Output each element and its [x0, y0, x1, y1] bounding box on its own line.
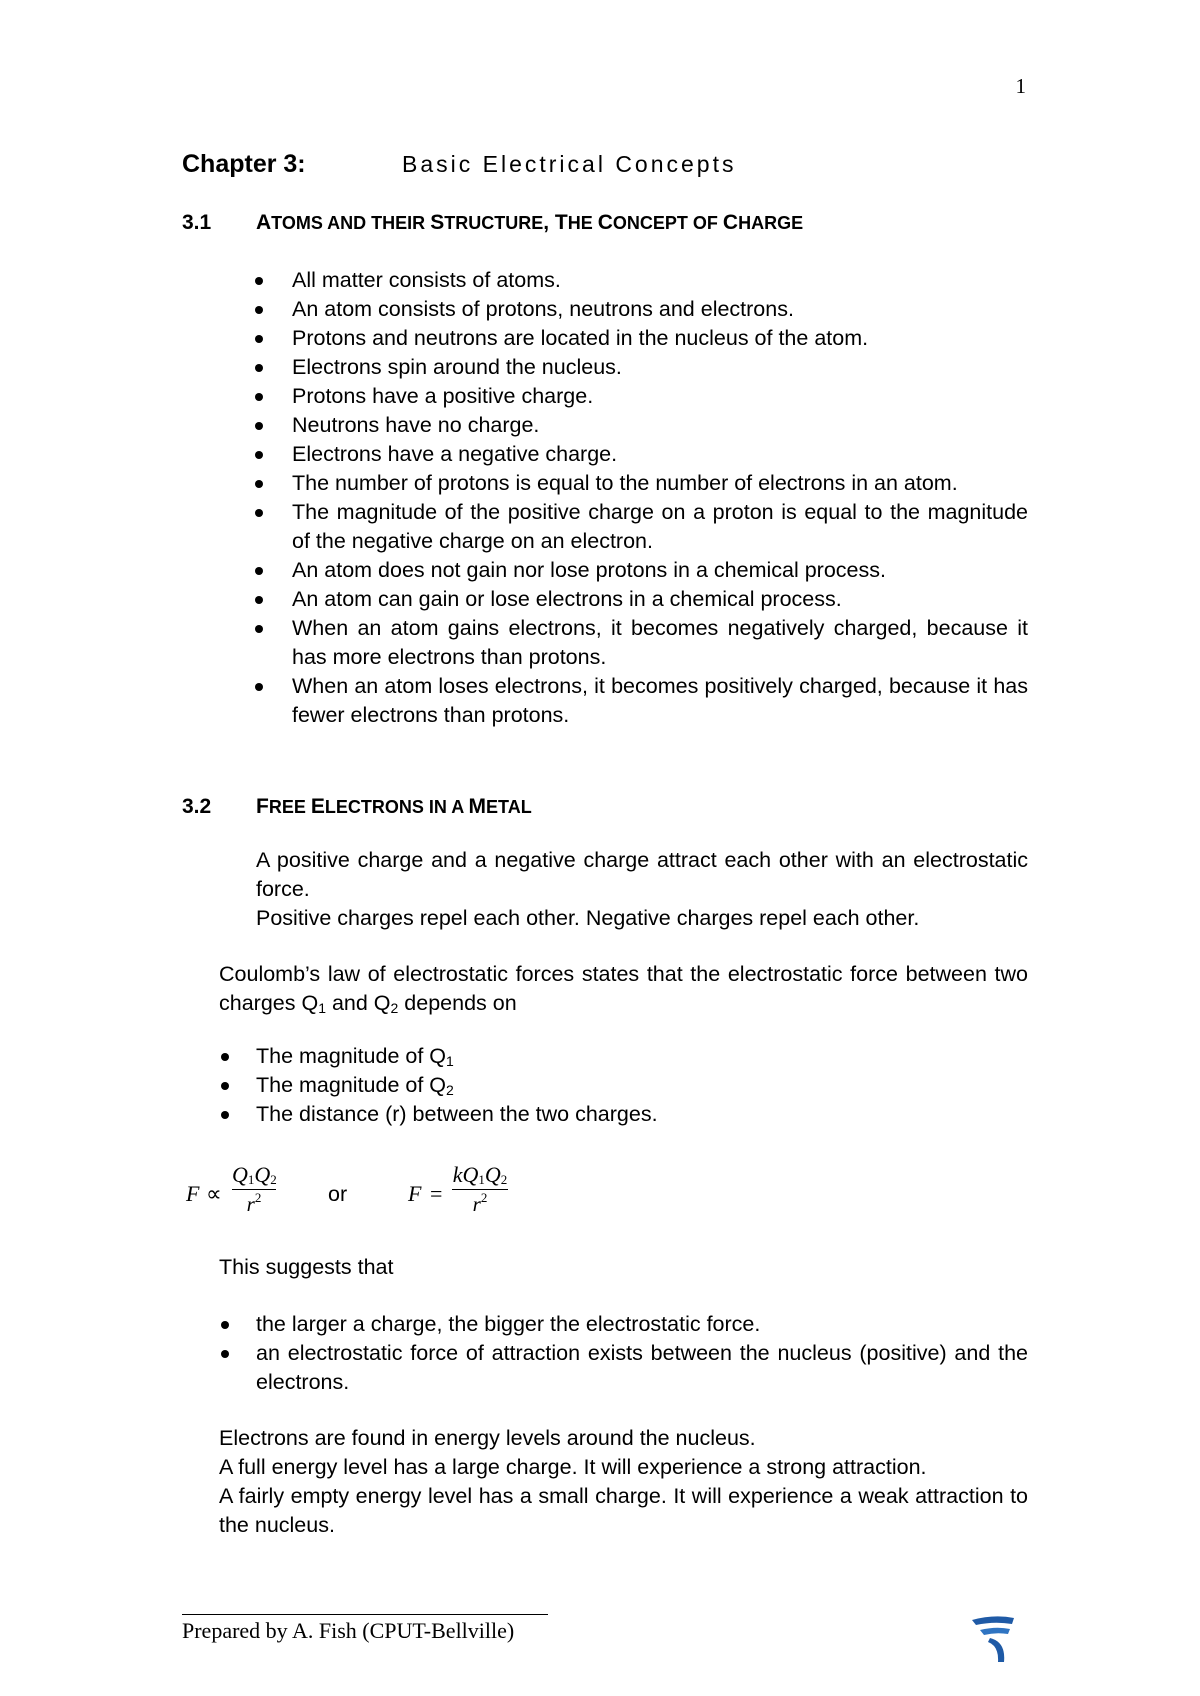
page-number: 1 [1015, 74, 1026, 98]
force-symbol: F [186, 1181, 200, 1206]
list-item: Protons have a positive charge. [292, 382, 1028, 411]
paragraph: A fairly empty energy level has a small charge. It will experience a weak attraction to the nucleus. [219, 1484, 1028, 1537]
list-item: When an atom gains electrons, it becomes negatively charged, because it has more electrons than protons. [292, 614, 1028, 672]
list-item: An atom does not gain nor lose protons in a chemical process. [292, 556, 1028, 585]
bullet-icon [255, 596, 263, 604]
bullet-icon [255, 625, 263, 633]
chapter-heading [182, 146, 1042, 182]
list-item: When an atom loses electrons, it becomes positively charged, because it has fewer electrons than protons. [292, 672, 1028, 730]
list-item: An atom consists of protons, neutrons and electrons. [292, 295, 1028, 324]
cput-logo-icon [966, 1612, 1018, 1664]
bullet-icon [221, 1321, 229, 1329]
bullet-icon [255, 480, 263, 488]
chapter-number: Chapter 3: [182, 150, 306, 178]
or-word: or [328, 1182, 348, 1206]
list-item: Electrons have a negative charge. [292, 440, 1028, 469]
list-item: Neutrons have no charge. [292, 411, 1028, 440]
bullet-icon [221, 1111, 229, 1119]
bullet-icon [255, 683, 263, 691]
list-item: Protons and neutrons are located in the nucleus of the atom. [292, 324, 1028, 353]
chapter-title: Basic Electrical Concepts [402, 151, 737, 177]
bullet-icon [255, 451, 263, 459]
list-item: The magnitude of $Q_1$ [256, 1042, 1028, 1071]
list-item: Electrons spin around the nucleus. [292, 353, 1028, 382]
bullet-icon [255, 364, 263, 372]
section-heading-3-1 [182, 208, 1042, 238]
list-item: an electrostatic force of attraction exists between the nucleus (positive) and the electrons. [256, 1339, 1028, 1397]
bullet-icon [255, 306, 263, 314]
coulomb-law-paragraph: Coulomb’s law of electrostatic forces states that the electrostatic force between two charges $Q_1$ and $Q_2$ depends on [219, 962, 1028, 1016]
section-number: 3.1 [182, 211, 212, 234]
section-number: 3.2 [182, 795, 212, 818]
proportional-symbol: ∝ [206, 1181, 222, 1206]
bullet-icon [255, 393, 263, 401]
list-item: the larger a charge, the bigger the electrostatic force. [256, 1310, 1028, 1339]
energy-levels-paragraph [219, 1424, 1028, 1540]
list-item: The magnitude of the positive charge on a proton is equal to the magnitude of the negative charge on an electron. [292, 498, 1028, 556]
fraction-proportional: $Q_1Q_2$ $r^2$ [232, 1162, 277, 1216]
paragraph: A full energy level has a large charge. It will experience a strong attraction. [219, 1455, 927, 1479]
paragraph: A positive charge and a negative charge attract each other with an electrostatic force. [256, 848, 1028, 901]
implications-list [256, 1310, 1028, 1397]
bullet-icon [221, 1082, 229, 1090]
charge-attraction-paragraph [256, 846, 1028, 933]
list-item: The number of protons is equal to the number of electrons in an atom. [292, 469, 1028, 498]
force-symbol: F [408, 1181, 422, 1206]
section-heading-3-2 [182, 792, 1042, 822]
paragraph: Positive charges repel each other. Negative charges repel each other. [256, 906, 920, 930]
coulomb-formula [186, 1162, 546, 1232]
atom-facts-list [292, 266, 1028, 730]
list-item: The distance (r) between the two charges. [256, 1100, 1028, 1129]
list-item: The magnitude of $Q_2$ [256, 1071, 1028, 1100]
coulomb-factors-list [256, 1042, 1028, 1129]
bullet-icon [221, 1350, 229, 1358]
list-item: An atom can gain or lose electrons in a chemical process. [292, 585, 1028, 614]
suggests-paragraph: This suggests that [219, 1255, 394, 1279]
bullet-icon [255, 567, 263, 575]
bullet-icon [255, 422, 263, 430]
section-title: ATOMS AND THEIR STRUCTURE, THE CONCEPT OF CHARGE [256, 211, 804, 234]
fraction-equation: $kQ_1Q_2$ $r^2$ [452, 1162, 508, 1216]
footer-rule [182, 1614, 548, 1615]
bullet-icon [221, 1053, 229, 1061]
section-title: FREE ELECTRONS IN A METAL [256, 795, 532, 818]
paragraph: Electrons are found in energy levels around the nucleus. [219, 1426, 756, 1450]
footer-text: Prepared by A. Fish (CPUT-Bellville) [182, 1618, 515, 1643]
bullet-icon [255, 509, 263, 517]
bullet-icon [255, 277, 263, 285]
list-item: All matter consists of atoms. [292, 266, 1028, 295]
equals-symbol: = [430, 1181, 443, 1206]
bullet-icon [255, 335, 263, 343]
